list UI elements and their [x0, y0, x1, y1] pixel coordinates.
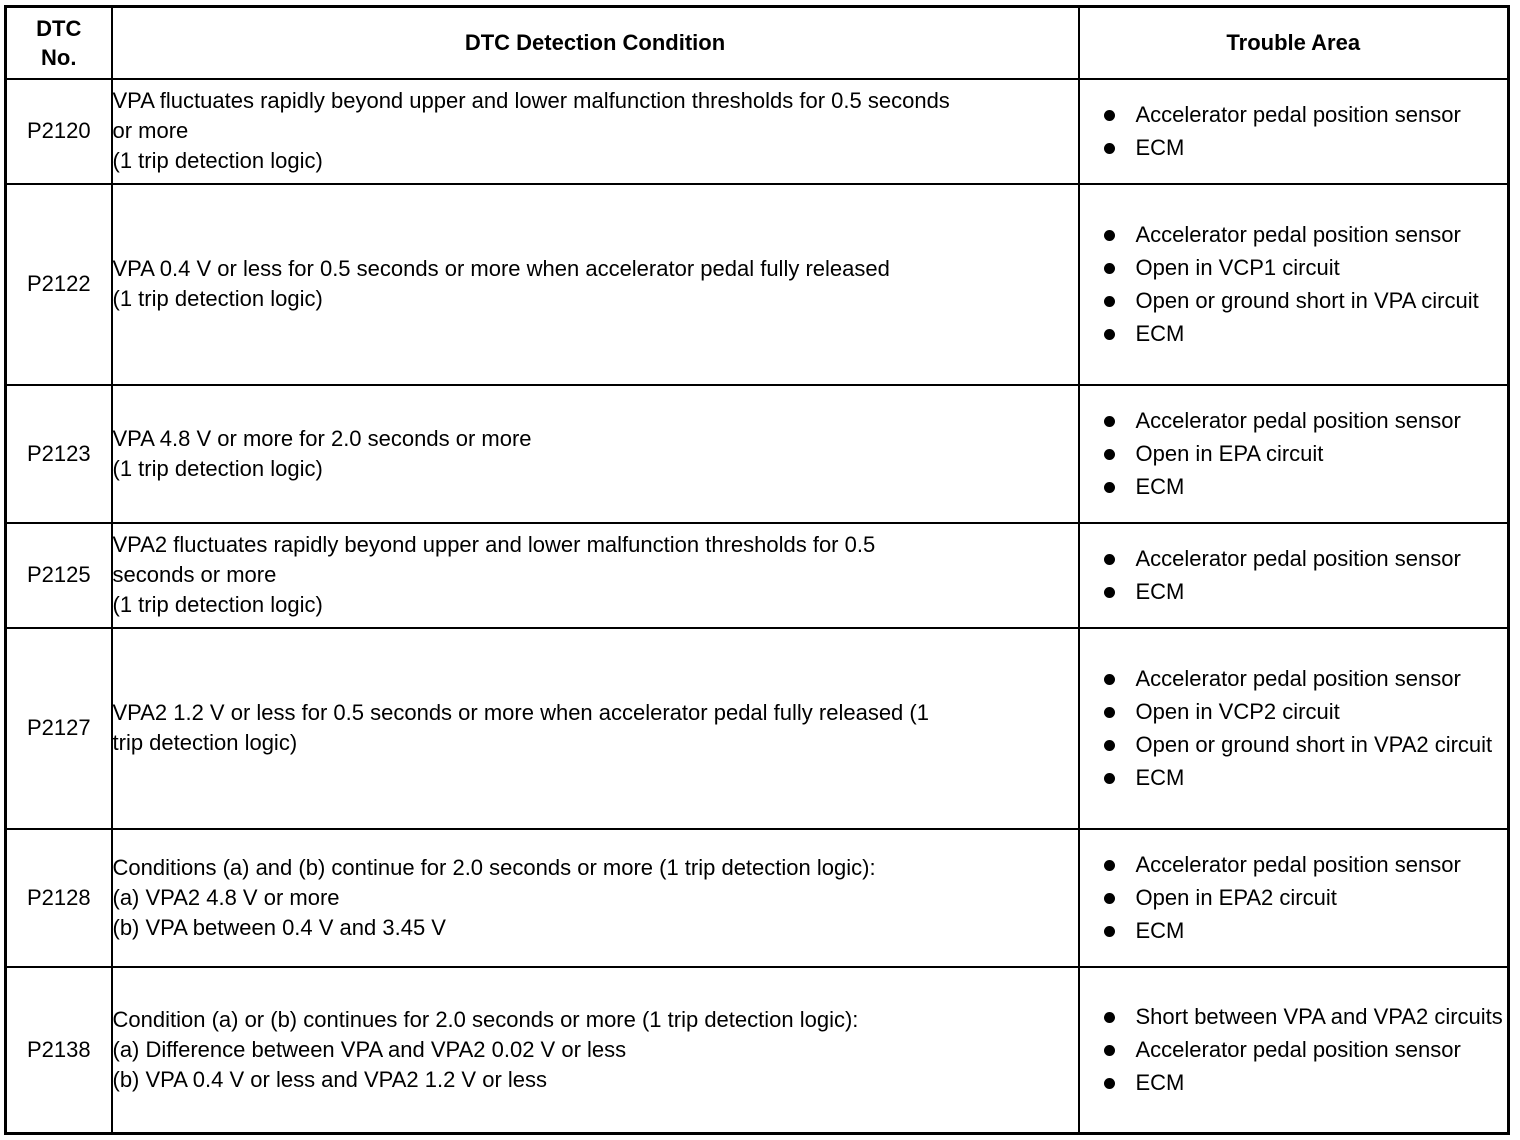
trouble-area-text: Open in EPA circuit — [1135, 440, 1324, 466]
table-row — [6, 967, 1509, 1134]
dtc-code: P2120 — [6, 79, 112, 184]
condition-line: trip detection logic) — [112, 730, 298, 755]
trouble-area — [1079, 184, 1509, 385]
condition-line: (a) VPA2 4.8 V or more — [112, 884, 340, 910]
condition-line: (1 trip detection logic) — [112, 455, 323, 481]
bullet-icon — [1104, 110, 1115, 121]
trouble-area-text: Accelerator pedal position sensor — [1135, 1036, 1461, 1062]
condition-line: (1 trip detection logic) — [112, 148, 323, 173]
trouble-area-text: Accelerator pedal position sensor — [1135, 101, 1461, 127]
trouble-area-list — [1080, 850, 1508, 946]
detection-condition — [112, 184, 1079, 385]
bullet-icon — [1104, 860, 1115, 871]
bullet-icon — [1104, 329, 1115, 340]
dtc-code: P2138 — [6, 967, 112, 1134]
table-row — [6, 79, 1509, 184]
table-body — [6, 79, 1509, 1134]
trouble-area-item — [1080, 730, 1508, 760]
detection-condition — [112, 628, 1079, 829]
trouble-area-list — [1080, 1002, 1508, 1098]
condition-line: or more — [112, 118, 189, 143]
trouble-area-item — [1080, 664, 1508, 694]
condition-line: Conditions (a) and (b) continue for 2.0 seconds or more (1 trip detection logic): — [112, 854, 876, 880]
trouble-area — [1079, 628, 1509, 829]
bullet-icon — [1104, 263, 1115, 274]
trouble-area — [1079, 385, 1509, 523]
trouble-area-text: ECM — [1135, 764, 1185, 790]
bullet-icon — [1104, 416, 1115, 427]
trouble-area-item — [1080, 286, 1508, 316]
bullet-icon — [1104, 926, 1115, 937]
condition-line: (a) Difference between VPA and VPA2 0.02 V or less — [112, 1036, 627, 1062]
trouble-area-item — [1080, 763, 1508, 793]
condition-line: (1 trip detection logic) — [112, 592, 323, 617]
trouble-area — [1079, 967, 1509, 1134]
bullet-icon — [1104, 143, 1115, 154]
dtc-code: P2128 — [6, 829, 112, 967]
condition-line: VPA2 fluctuates rapidly beyond upper and lower malfunction thresholds for 0.5 — [112, 532, 876, 557]
condition-line: VPA fluctuates rapidly beyond upper and lower malfunction thresholds for 0.5 seconds — [112, 88, 950, 113]
header-trouble-area: Trouble Area — [1079, 7, 1509, 79]
trouble-area-text: ECM — [1135, 1069, 1185, 1095]
bullet-icon — [1104, 554, 1115, 565]
bullet-icon — [1104, 773, 1115, 784]
dtc-code: P2127 — [6, 628, 112, 829]
trouble-area-text: ECM — [1135, 917, 1185, 943]
trouble-area-text: Accelerator pedal position sensor — [1135, 665, 1461, 691]
trouble-area-item — [1080, 1035, 1508, 1065]
trouble-area-item — [1080, 439, 1508, 469]
trouble-area-item — [1080, 850, 1508, 880]
dtc-table — [4, 5, 1510, 1135]
trouble-area-text: Accelerator pedal position sensor — [1135, 851, 1461, 877]
trouble-area-item — [1080, 220, 1508, 250]
trouble-area-text: Accelerator pedal position sensor — [1135, 545, 1461, 571]
header-dtc-no: DTC No. — [6, 7, 112, 79]
trouble-area-text: Open in EPA2 circuit — [1135, 884, 1337, 910]
header-detection-condition: DTC Detection Condition — [112, 7, 1079, 79]
condition-line: seconds or more — [112, 562, 277, 587]
table-row — [6, 829, 1509, 967]
table-header-row — [6, 7, 1509, 79]
condition-line: (1 trip detection logic) — [112, 286, 323, 311]
trouble-area-item — [1080, 544, 1508, 574]
dtc-code: P2123 — [6, 385, 112, 523]
trouble-area-item — [1080, 1002, 1508, 1032]
trouble-area-item — [1080, 883, 1508, 913]
trouble-area-item — [1080, 133, 1508, 163]
bullet-icon — [1104, 296, 1115, 307]
dtc-code: P2125 — [6, 523, 112, 628]
bullet-icon — [1104, 449, 1115, 460]
table-row — [6, 385, 1509, 523]
trouble-area-text: Open in VCP1 circuit — [1135, 254, 1340, 280]
trouble-area-list — [1080, 664, 1508, 793]
trouble-area-list — [1080, 100, 1508, 163]
detection-condition — [112, 385, 1079, 523]
trouble-area-text: Open in VCP2 circuit — [1135, 698, 1340, 724]
trouble-area-text: ECM — [1135, 320, 1185, 346]
table-row — [6, 628, 1509, 829]
bullet-icon — [1104, 230, 1115, 241]
trouble-area — [1079, 79, 1509, 184]
trouble-area — [1079, 523, 1509, 628]
detection-condition — [112, 79, 1079, 184]
trouble-area-item — [1080, 472, 1508, 502]
trouble-area — [1079, 829, 1509, 967]
condition-line: (b) VPA 0.4 V or less and VPA2 1.2 V or less — [112, 1066, 548, 1092]
trouble-area-item — [1080, 916, 1508, 946]
trouble-area-text: Accelerator pedal position sensor — [1135, 221, 1461, 247]
bullet-icon — [1104, 893, 1115, 904]
trouble-area-text: Short between VPA and VPA2 circuits — [1135, 1003, 1503, 1029]
condition-line: VPA 0.4 V or less for 0.5 seconds or more when accelerator pedal fully released — [112, 256, 890, 281]
trouble-area-item — [1080, 253, 1508, 283]
bullet-icon — [1104, 1045, 1115, 1056]
bullet-icon — [1104, 1012, 1115, 1023]
table-row — [6, 184, 1509, 385]
dtc-code: P2122 — [6, 184, 112, 385]
bullet-icon — [1104, 707, 1115, 718]
trouble-area-text: ECM — [1135, 134, 1185, 160]
condition-line: VPA 4.8 V or more for 2.0 seconds or more — [112, 425, 532, 451]
trouble-area-item — [1080, 1068, 1508, 1098]
trouble-area-item — [1080, 319, 1508, 349]
bullet-icon — [1104, 674, 1115, 685]
trouble-area-list — [1080, 544, 1508, 607]
table-row — [6, 523, 1509, 628]
trouble-area-text: Accelerator pedal position sensor — [1135, 407, 1461, 433]
trouble-area-text: Open or ground short in VPA2 circuit — [1135, 731, 1493, 757]
trouble-area-item — [1080, 100, 1508, 130]
trouble-area-item — [1080, 577, 1508, 607]
bullet-icon — [1104, 1078, 1115, 1089]
detection-condition — [112, 967, 1079, 1134]
trouble-area-list — [1080, 220, 1508, 349]
condition-line: VPA2 1.2 V or less for 0.5 seconds or more when accelerator pedal fully released (1 — [112, 700, 929, 725]
detection-condition — [112, 523, 1079, 628]
trouble-area-list — [1080, 406, 1508, 502]
condition-line: (b) VPA between 0.4 V and 3.45 V — [112, 914, 446, 940]
detection-condition — [112, 829, 1079, 967]
bullet-icon — [1104, 587, 1115, 598]
trouble-area-text: Open or ground short in VPA circuit — [1135, 287, 1479, 313]
bullet-icon — [1104, 482, 1115, 493]
trouble-area-text: ECM — [1135, 473, 1185, 499]
trouble-area-item — [1080, 697, 1508, 727]
condition-line: Condition (a) or (b) continues for 2.0 seconds or more (1 trip detection logic): — [112, 1006, 859, 1032]
bullet-icon — [1104, 740, 1115, 751]
trouble-area-item — [1080, 406, 1508, 436]
trouble-area-text: ECM — [1135, 578, 1185, 604]
